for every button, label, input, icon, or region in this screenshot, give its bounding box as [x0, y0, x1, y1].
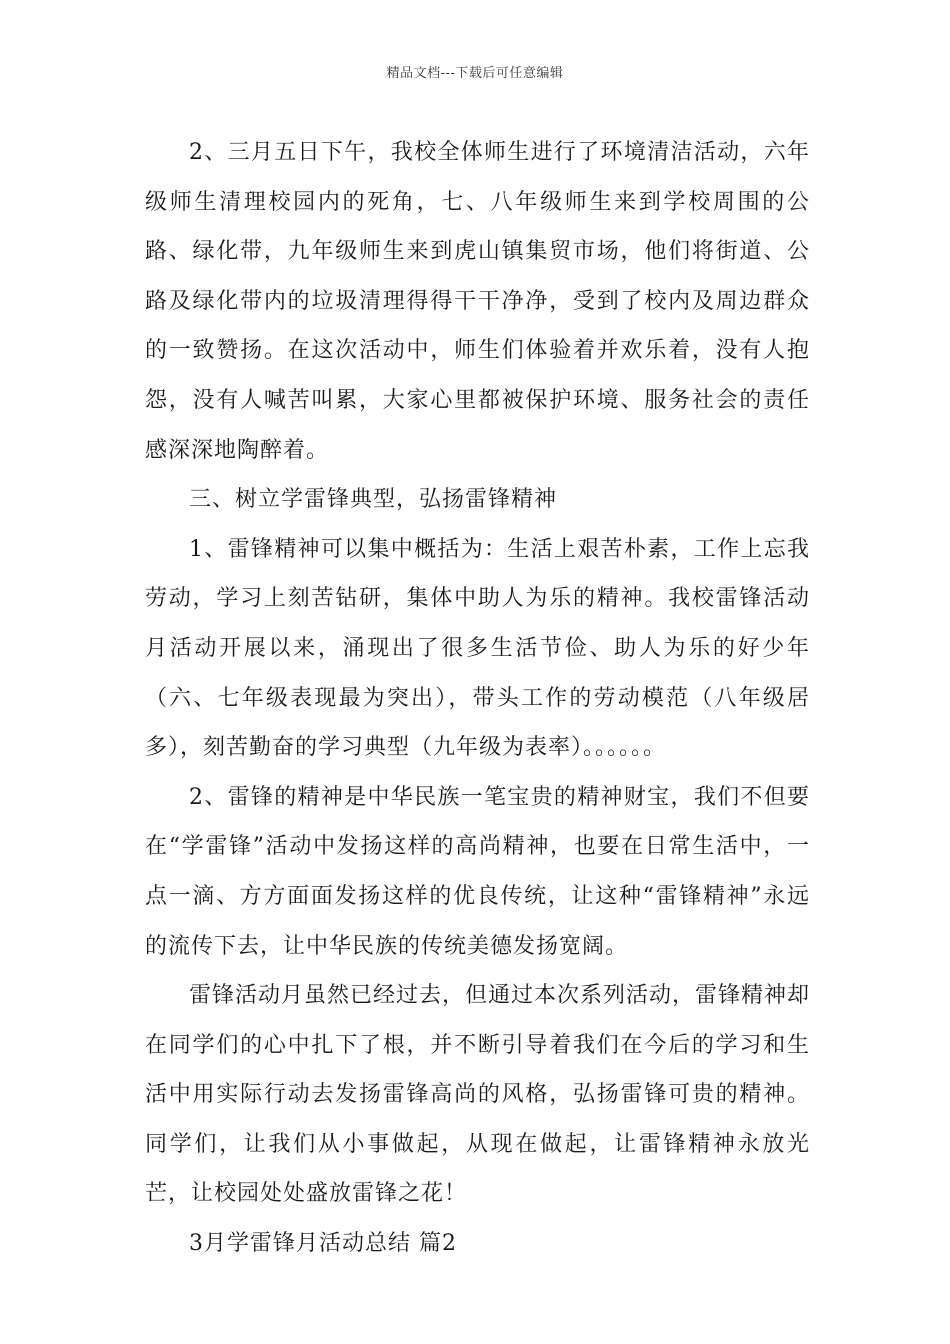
page-header: 精品文档---下载后可任意编辑 — [386, 66, 564, 81]
paragraph-spirit-treasure: 2、雷锋的精神是中华民族一笔宝贵的精神财宝，我们不但要在“学雷锋”活动中发扬这样的高尚精神，也要在日常生活中，一点一滴、方方面面发扬这样的优良传统，让这种“雷锋精神”永远的流传下去，让中华民族的传统美德发扬宽阔。 — [145, 784, 810, 959]
section-heading-3: 三、树立学雷锋典型，弘扬雷锋精神 — [189, 487, 558, 513]
paragraph-conclusion: 雷锋活动月虽然已经过去，但通过本次系列活动，雷锋精神却在同学们的心中扎下了根，并不断引导着我们在今后的学习和生活中用实际行动去发扬雷锋高尚的风格，弘扬雷锋可贵的精神。同学们，让我们从小事做起，从现在做起，让雷锋精神永放光芒，让校园处处盛放雷锋之花！ — [145, 983, 811, 1207]
document-body — [145, 128, 810, 1269]
next-section-title: 3月学雷锋月活动总结 篇2 — [189, 1231, 457, 1257]
paragraph-lei-feng-spirit: 1、雷锋精神可以集中概括为：生活上艰苦朴素，工作上忘我劳动，学习上刻苦钻研，集体中助人为乐的精神。我校雷锋活动月活动开展以来，涌现出了很多生活节俭、助人为乐的好少年（六、七年级表现最为突出），带头工作的劳动模范（八年级居多），刻苦勤奋的学习典型（九年级为表率）。。。。。。 — [145, 536, 810, 761]
paragraph-cleanup-activity: 2、三月五日下午，我校全体师生进行了环境清洁活动，六年级师生清理校园内的死角，七、八年级师生来到学校周围的公路、绿化带，九年级师生来到虎山镇集贸市场，他们将街道、公路及绿化带内的垃圾清理得得干干净净，受到了校内及周边群众的一致赞扬。在这次活动中，师生们体验着并欢乐着，没有人抱怨，没有人喊苦叫累，大家心里都被保护环境、服务社会的责任感深深地陶醉着。 — [145, 140, 810, 463]
